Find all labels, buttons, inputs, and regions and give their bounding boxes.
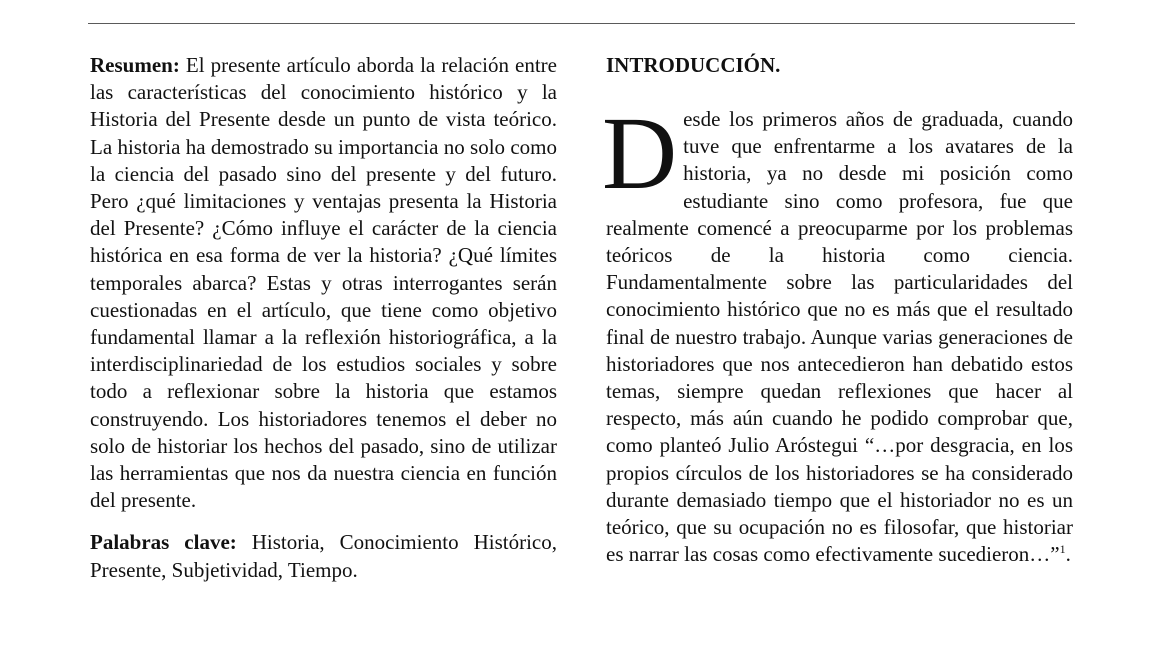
- drop-cap: [602, 96, 678, 211]
- introduction-paragraph: [602, 96, 1073, 568]
- keywords-label: Palabras clave:: [90, 530, 237, 555]
- introduction-text: esde los primeros años de graduada, cuando tuve que enfrentarme a los avatares de la historia, ya no desde mi posición como estudiante sino como profesora, fue que realmente comencé a preocuparme por los problemas teóricos de la historia como ciencia. Fundamentalmente sobre las particularidades del conocimiento histórico que no es más que el resultado final de nuestro trabajo. Aunque varias generaciones de historiadores que nos antecedieron han debatido estos temas, siempre quedan reflexiones que hacer al respecto, más aún cuando he podido comprobar que, como planteó Julio Aróstegui “…por desgracia, en los propios círculos de los historiadores se ha considerado durante demasiado tiempo que el historiador no es un teórico, que su ocupación no es filosofar, que historiar es narrar las cosas como efectivamente sucedieron…”: [606, 107, 1073, 567]
- abstract-label: Resumen:: [90, 53, 180, 77]
- introduction-heading: INTRODUCCIÓN.: [606, 53, 781, 77]
- introduction-closing: .: [1065, 542, 1071, 567]
- right-column: [602, 52, 1073, 568]
- abstract-text: El presente artículo aborda la relación entre las características del conocimiento histórico y la Historia del Presente desde un punto de vista teórico. La historia ha demostrado su importancia no solo como la ciencia del pasado sino del presente y del futuro. Pero ¿qué limitaciones y ventajas presenta la Historia del Presente? ¿Cómo influye el carácter de la ciencia histórica en esa forma de ver la historia? ¿Qué límites temporales abarca? Estas y otras interrogantes serán cuestionadas en el artículo, que tiene como objetivo fundamental llamar a la reflexión historiográfica, a la interdisciplinariedad de los estudios sociales y sobre todo a reflexionar sobre la historia que estamos construyendo. Los historiadores tenemos el deber no solo de historiar los hechos del pasado, sino de utilizar las herramientas que nos da nuestra ciencia en función del presente.: [90, 53, 557, 513]
- left-column: [90, 52, 557, 584]
- footnote-marker[interactable]: 1: [1059, 542, 1066, 557]
- keywords-paragraph: [90, 529, 557, 583]
- keywords-text: Historia, Conocimiento Histórico, Presente, Subjetividad, Tiempo.: [90, 530, 557, 582]
- drop-cap-letter: D: [602, 96, 678, 211]
- header-rule: [88, 23, 1075, 24]
- abstract-paragraph: [90, 52, 557, 514]
